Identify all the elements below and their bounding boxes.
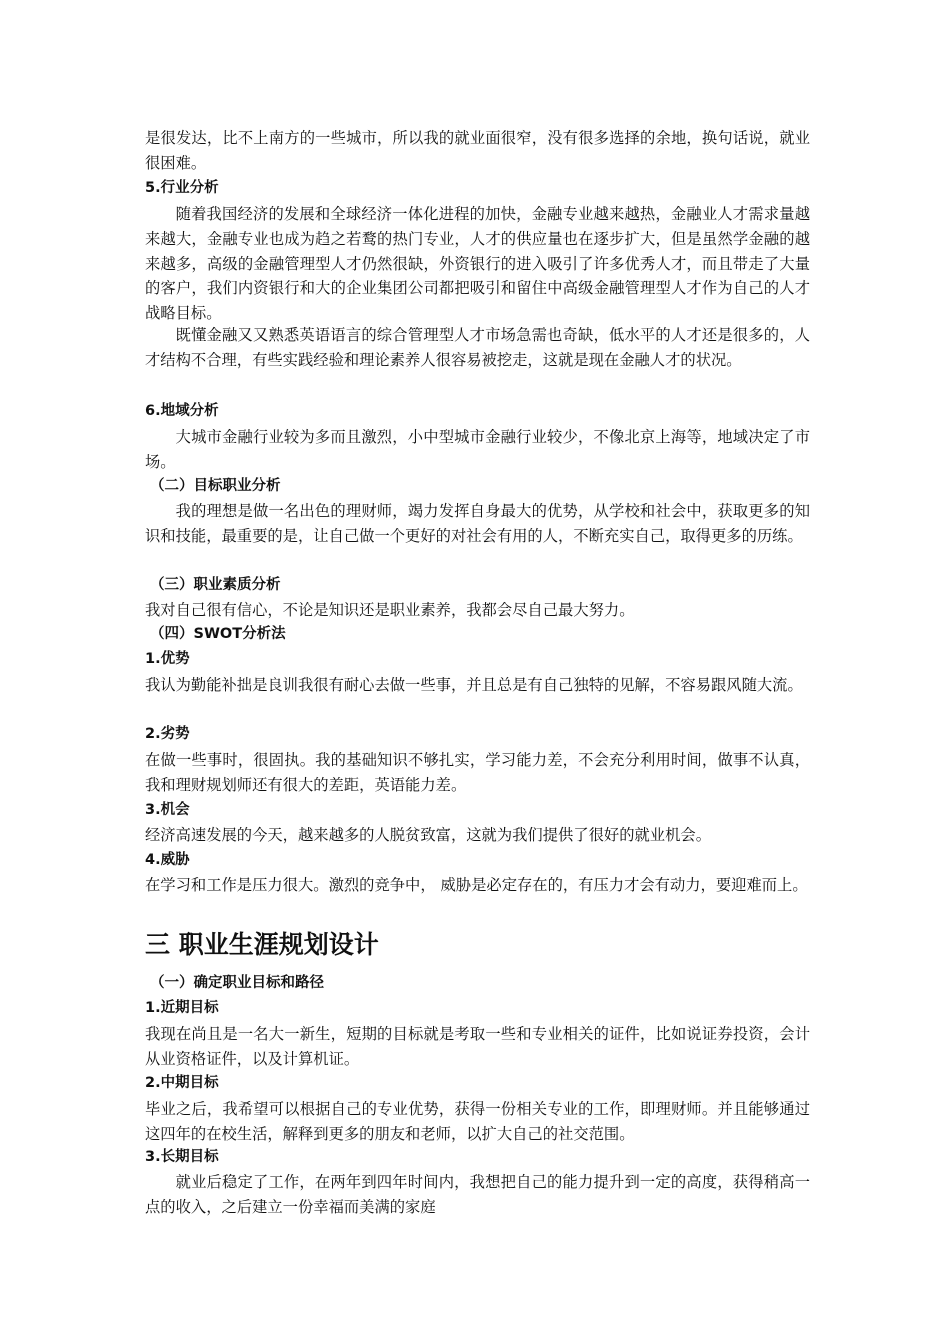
section-title-career-planning: 三 职业生涯规划设计 (145, 930, 379, 959)
paragraph-target-career: 我的理想是做一名出色的理财师，竭力发挥自身最大的优势，从学校和社会中，获取更多的知识和技能，最重要的是，让自己做一个更好的对社会有用的人，不断充实自己，取得更多的历练。 (145, 502, 810, 545)
heading-career-goals-path: （一）确定职业目标和路径 (150, 975, 324, 991)
heading-career-quality-analysis: （三）职业素质分析 (150, 577, 281, 593)
paragraph-finance-talent: 既懂金融又又熟悉英语语言的综合管理型人才市场急需也奇缺，低水平的人才还是很多的，人才结构不合理，有些实践经验和理论素养人很容易被挖走，这就是现在金融人才的状况。 (145, 326, 810, 369)
paragraph-short-term-goal: 我现在尚且是一名大一新生，短期的目标就是考取一些和专业相关的证件，比如说证券投资，会计从业资格证件，以及计算机证。 (145, 1025, 810, 1068)
heading-regional-analysis: 6.地域分析 (145, 403, 219, 419)
heading-threats: 4.威胁 (145, 852, 190, 868)
heading-strengths: 1.优势 (145, 651, 190, 667)
paragraph-career-quality: 我对自己很有信心，不论是知识还是职业素养，我都会尽自己最大努力。 (145, 601, 635, 619)
paragraph-industry-analysis: 随着我国经济的发展和全球经济一体化进程的加快，金融专业越来越热，金融业人才需求量越来越大，金融专业也成为趋之若鹜的热门专业，人才的供应量也在逐步扩大，但是虽然学金融的越来越多，高级的金融管理型人才仍然很缺，外资银行的进入吸引了许多优秀人才，而且带走了大量的客户，我们内资银行和大的企业集团公司都把吸引和留住中高级金融管理型人才作为自己的人才战略目标。 (145, 205, 810, 323)
paragraph-strengths: 我认为勤能补拙是良训我很有耐心去做一些事，并且总是有自己独特的见解，不容易跟风随大流。 (145, 676, 803, 694)
heading-swot-analysis: （四）SWOT分析法 (150, 626, 286, 642)
heading-weaknesses: 2.劣势 (145, 726, 190, 742)
heading-short-term-goal: 1.近期目标 (145, 1000, 219, 1016)
heading-industry-analysis: 5.行业分析 (145, 180, 219, 196)
paragraph-long-term-goal: 就业后稳定了工作，在两年到四年时间内，我想把自己的能力提升到一定的高度，获得稍高一点的收入，之后建立一份幸福而美满的家庭 (145, 1173, 810, 1216)
heading-long-term-goal: 3.长期目标 (145, 1149, 219, 1165)
paragraph-employment-difficulty: 是很发达，比不上南方的一些城市，所以我的就业面很窄，没有很多选择的余地，换句话说，就业很困难。 (145, 129, 810, 172)
paragraph-weaknesses: 在做一些事时，很固执。我的基础知识不够扎实，学习能力差，不会充分利用时间，做事不认真，我和理财规划师还有很大的差距，英语能力差。 (145, 751, 810, 794)
paragraph-threats: 在学习和工作是压力很大。激烈的竞争中， 威胁是必定存在的，有压力才会有动力，要迎难而上。 (145, 876, 808, 894)
heading-opportunities: 3.机会 (145, 802, 190, 818)
heading-target-career-analysis: （二）目标职业分析 (150, 478, 281, 494)
paragraph-regional-analysis: 大城市金融行业较为多而且激烈，小中型城市金融行业较少，不像北京上海等，地域决定了市场。 (145, 428, 810, 471)
heading-mid-term-goal: 2.中期目标 (145, 1075, 219, 1091)
paragraph-opportunities: 经济高速发展的今天，越来越多的人脱贫致富，这就为我们提供了很好的就业机会。 (145, 826, 711, 844)
paragraph-mid-term-goal: 毕业之后，我希望可以根据自己的专业优势，获得一份相关专业的工作，即理财师。并且能够通过这四年的在校生活，解释到更多的朋友和老师，以扩大自己的社交范围。 (145, 1100, 810, 1143)
